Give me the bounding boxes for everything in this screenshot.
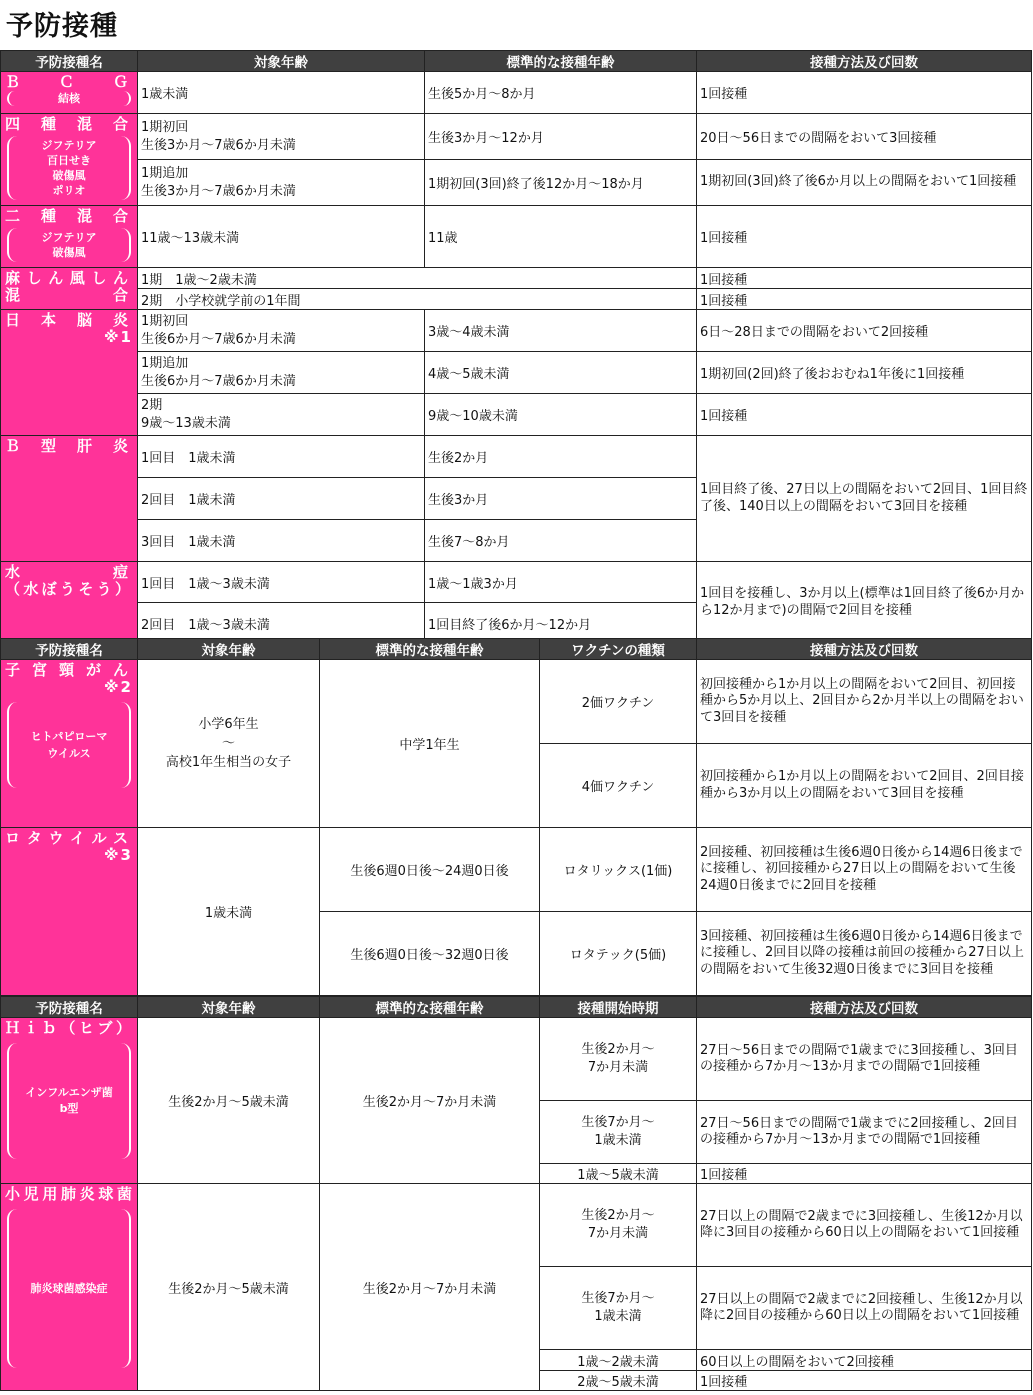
table-header bbox=[1, 997, 1032, 1018]
method-cell: 20日～56日までの間隔をおいて3回接種 bbox=[697, 114, 1032, 160]
table-row bbox=[1, 310, 1032, 352]
method-cell: 27日以上の間隔で2歳までに3回接種し、生後12か月以降に3回目の接種から60日以上の間隔をおいて1回接種 bbox=[697, 1184, 1032, 1267]
vaccine-cell: ロタテック(5価) bbox=[540, 912, 697, 996]
header-name: 予防接種名 bbox=[1, 639, 138, 660]
start-cell: 1歳～2歳未満 bbox=[540, 1350, 697, 1371]
start-cell: 生後2か月～ 7か月未満 bbox=[540, 1018, 697, 1101]
method-cell: 6日～28日までの間隔をおいて2回接種 bbox=[697, 310, 1032, 352]
std-cell: 9歳～10歳未満 bbox=[425, 394, 697, 436]
method-cell: 27日～56日までの間隔で1歳までに3回接種し、3回目の接種から7か月～13か月までの間隔で1回接種 bbox=[697, 1018, 1032, 1101]
method-cell: 1回接種 bbox=[697, 268, 1032, 289]
std-cell: 生後6週0日後～32週0日後 bbox=[320, 912, 540, 996]
disease-label: 結核 bbox=[7, 91, 131, 106]
std-cell: 11歳 bbox=[425, 206, 697, 268]
disease-label: ヒトパピローマ ウイルス bbox=[7, 702, 131, 788]
header-age: 対象年齢 bbox=[138, 639, 320, 660]
age-cell: 生後2か月～5歳未満 bbox=[138, 1018, 320, 1184]
header-method: 接種方法及び回数 bbox=[697, 51, 1032, 72]
table-row bbox=[1, 394, 1032, 436]
table-row bbox=[1, 352, 1032, 394]
disease-label: 肺炎球菌感染症 bbox=[7, 1209, 131, 1368]
age-cell: 1期初回 生後6か月～7歳6か月未満 bbox=[138, 310, 425, 352]
header-age: 対象年齢 bbox=[138, 997, 320, 1018]
table-header bbox=[1, 51, 1032, 72]
std-cell: 3歳～4歳未満 bbox=[425, 310, 697, 352]
table-row bbox=[1, 828, 1032, 912]
table-row bbox=[1, 114, 1032, 160]
std-cell: 生後6週0日後～24週0日後 bbox=[320, 828, 540, 912]
method-cell: 2回接種、初回接種は生後6週0日後から14週6日後までに接種し、初回接種から27日以上の間隔をおいて生後24週0日後までに2回目を接種 bbox=[697, 828, 1032, 912]
start-cell: 生後2か月～ 7か月未満 bbox=[540, 1184, 697, 1267]
std-cell: 生後5か月～8か月 bbox=[425, 72, 697, 114]
method-cell: 1回接種 bbox=[697, 1371, 1032, 1391]
disease-label: インフルエンザ菌 b型 bbox=[7, 1043, 131, 1159]
std-cell: 1期初回(3回)終了後12か月～18か月 bbox=[425, 160, 697, 206]
vaccine-cell: 2価ワクチン bbox=[540, 660, 697, 744]
age-cell: 1期追加 生後6か月～7歳6か月未満 bbox=[138, 352, 425, 394]
method-cell: 1回目を接種し、3か月以上(標準は1回目終了後6か月から12か月まで)の間隔で2回目を接種 bbox=[697, 562, 1032, 644]
method-cell: 3回接種、初回接種は生後6週0日後から14週6日後までに接種し、2回目以降の接種は前回の接種から27日以上の間隔をおいて生後32週0日後までに3回目を接種 bbox=[697, 912, 1032, 996]
age-cell: 1回目 1歳～3歳未満 bbox=[138, 562, 425, 603]
method-cell: 27日～56日までの間隔で1歳までに2回接種し、2回目の接種から7か月～13か月までの間隔で1回接種 bbox=[697, 1101, 1032, 1164]
age-cell: 1歳未満 bbox=[138, 828, 320, 996]
method-cell: 1回目終了後、27日以上の間隔をおいて2回目、1回目終了後、140日以上の間隔をおいて3回目を接種 bbox=[697, 436, 1032, 562]
vaccine-name-je: 日本脳炎 ※1 bbox=[1, 310, 138, 436]
age-cell: 2回目 1歳未満 bbox=[138, 478, 425, 520]
vaccine-table-3 bbox=[0, 996, 1032, 1391]
age-cell: 11歳～13歳未満 bbox=[138, 206, 425, 268]
vaccine-cell: ロタリックス(1価) bbox=[540, 828, 697, 912]
disease-label: ジフテリア 破傷風 bbox=[7, 228, 131, 262]
disease-label: ジフテリア 百日せき 破傷風 ポリオ bbox=[7, 136, 131, 200]
vaccine-name-hpv: 子宮頸がん ※2 ヒトパピローマ ウイルス bbox=[1, 660, 138, 828]
age-cell: 2回目 1歳～3歳未満 bbox=[138, 603, 425, 644]
header-std: 標準的な接種年齢 bbox=[320, 639, 540, 660]
age-cell: 生後2か月～5歳未満 bbox=[138, 1184, 320, 1391]
header-method: 接種方法及び回数 bbox=[697, 997, 1032, 1018]
vaccine-name-mr: 麻しん風しん 混合 bbox=[1, 268, 138, 310]
method-cell: 1回接種 bbox=[697, 394, 1032, 436]
vaccine-name-rota: ロタウイルス ※3 bbox=[1, 828, 138, 996]
age-cell: 2期 9歳～13歳未満 bbox=[138, 394, 425, 436]
std-cell: 4歳～5歳未満 bbox=[425, 352, 697, 394]
std-cell: 中学1年生 bbox=[320, 660, 540, 828]
vaccine-name-hib: Ｈｉｂ（ヒブ） インフルエンザ菌 b型 bbox=[1, 1018, 138, 1184]
method-cell: 1期初回(2回)終了後おおむね1年後に1回接種 bbox=[697, 352, 1032, 394]
header-age: 対象年齢 bbox=[138, 51, 425, 72]
method-cell: 初回接種から1か月以上の間隔をおいて2回目、2回目接種から3か月以上の間隔をおいて3回目を接種 bbox=[697, 744, 1032, 828]
age-cell: 2期 小学校就学前の1年間 bbox=[138, 289, 697, 310]
page-title: 予防接種 bbox=[6, 11, 118, 42]
vaccine-table-1 bbox=[0, 50, 1032, 644]
age-cell: 1期初回 生後3か月～7歳6か月未満 bbox=[138, 114, 425, 160]
table-row bbox=[1, 289, 1032, 310]
std-cell: 1回目終了後6か月～12か月 bbox=[425, 603, 697, 644]
age-cell: 1期追加 生後3か月～7歳6か月未満 bbox=[138, 160, 425, 206]
method-cell: 27日以上の間隔で2歳までに2回接種し、生後12か月以降に2回目の接種から60日以上の間隔をおいて1回接種 bbox=[697, 1267, 1032, 1350]
start-cell: 生後7か月～ 1歳未満 bbox=[540, 1101, 697, 1164]
vaccine-name-bcg: ＢＣＧ 結核 bbox=[1, 72, 138, 114]
table-row bbox=[1, 1184, 1032, 1267]
header-name: 予防接種名 bbox=[1, 51, 138, 72]
vaccine-name-varicella: 水痘 （水ぼうそう） bbox=[1, 562, 138, 644]
age-cell: 1回目 1歳未満 bbox=[138, 436, 425, 478]
start-cell: 生後7か月～ 1歳未満 bbox=[540, 1267, 697, 1350]
age-cell: 3回目 1歳未満 bbox=[138, 520, 425, 562]
age-cell: 1期 1歳～2歳未満 bbox=[138, 268, 697, 289]
header-std: 標準的な接種年齢 bbox=[425, 51, 697, 72]
age-cell: 1歳未満 bbox=[138, 72, 425, 114]
std-cell: 生後2か月～7か月未満 bbox=[320, 1018, 540, 1184]
table-row bbox=[1, 160, 1032, 206]
method-cell: 1回接種 bbox=[697, 289, 1032, 310]
std-cell: 生後3か月 bbox=[425, 478, 697, 520]
std-cell: 生後2か月～7か月未満 bbox=[320, 1184, 540, 1391]
table-row bbox=[1, 436, 1032, 478]
method-cell: 1期初回(3回)終了後6か月以上の間隔をおいて1回接種 bbox=[697, 160, 1032, 206]
table-header bbox=[1, 639, 1032, 660]
table-row bbox=[1, 660, 1032, 744]
std-cell: 生後2か月 bbox=[425, 436, 697, 478]
vaccine-name-hepb: Ｂ型肝炎 bbox=[1, 436, 138, 562]
start-cell: 2歳～5歳未満 bbox=[540, 1371, 697, 1391]
method-cell: 1回接種 bbox=[697, 1164, 1032, 1184]
method-cell: 1回接種 bbox=[697, 72, 1032, 114]
vaccine-table-2 bbox=[0, 638, 1032, 996]
vaccine-cell: 4価ワクチン bbox=[540, 744, 697, 828]
header-vaccine: ワクチンの種類 bbox=[540, 639, 697, 660]
vaccine-name-dtap-ipv: 四種混合 ジフテリア 百日せき 破傷風 ポリオ bbox=[1, 114, 138, 206]
header-start: 接種開始時期 bbox=[540, 997, 697, 1018]
start-cell: 1歳～5歳未満 bbox=[540, 1164, 697, 1184]
table-row bbox=[1, 206, 1032, 268]
method-cell: 初回接種から1か月以上の間隔をおいて2回目、初回接種から5か月以上、2回目から2か月半以上の間隔をおいて3回目を接種 bbox=[697, 660, 1032, 744]
header-std: 標準的な接種年齢 bbox=[320, 997, 540, 1018]
std-cell: 生後7～8か月 bbox=[425, 520, 697, 562]
age-cell: 小学6年生 ～ 高校1年生相当の女子 bbox=[138, 660, 320, 828]
table-row bbox=[1, 1018, 1032, 1101]
header-method: 接種方法及び回数 bbox=[697, 639, 1032, 660]
table-row bbox=[1, 72, 1032, 114]
table-row bbox=[1, 562, 1032, 603]
std-cell: 1歳～1歳3か月 bbox=[425, 562, 697, 603]
method-cell: 1回接種 bbox=[697, 206, 1032, 268]
header-name: 予防接種名 bbox=[1, 997, 138, 1018]
vaccine-name-pcv: 小児用肺炎球菌 肺炎球菌感染症 bbox=[1, 1184, 138, 1391]
table-row bbox=[1, 268, 1032, 289]
method-cell: 60日以上の間隔をおいて2回接種 bbox=[697, 1350, 1032, 1371]
vaccine-name-dt: 二種混合 ジフテリア 破傷風 bbox=[1, 206, 138, 268]
std-cell: 生後3か月～12か月 bbox=[425, 114, 697, 160]
